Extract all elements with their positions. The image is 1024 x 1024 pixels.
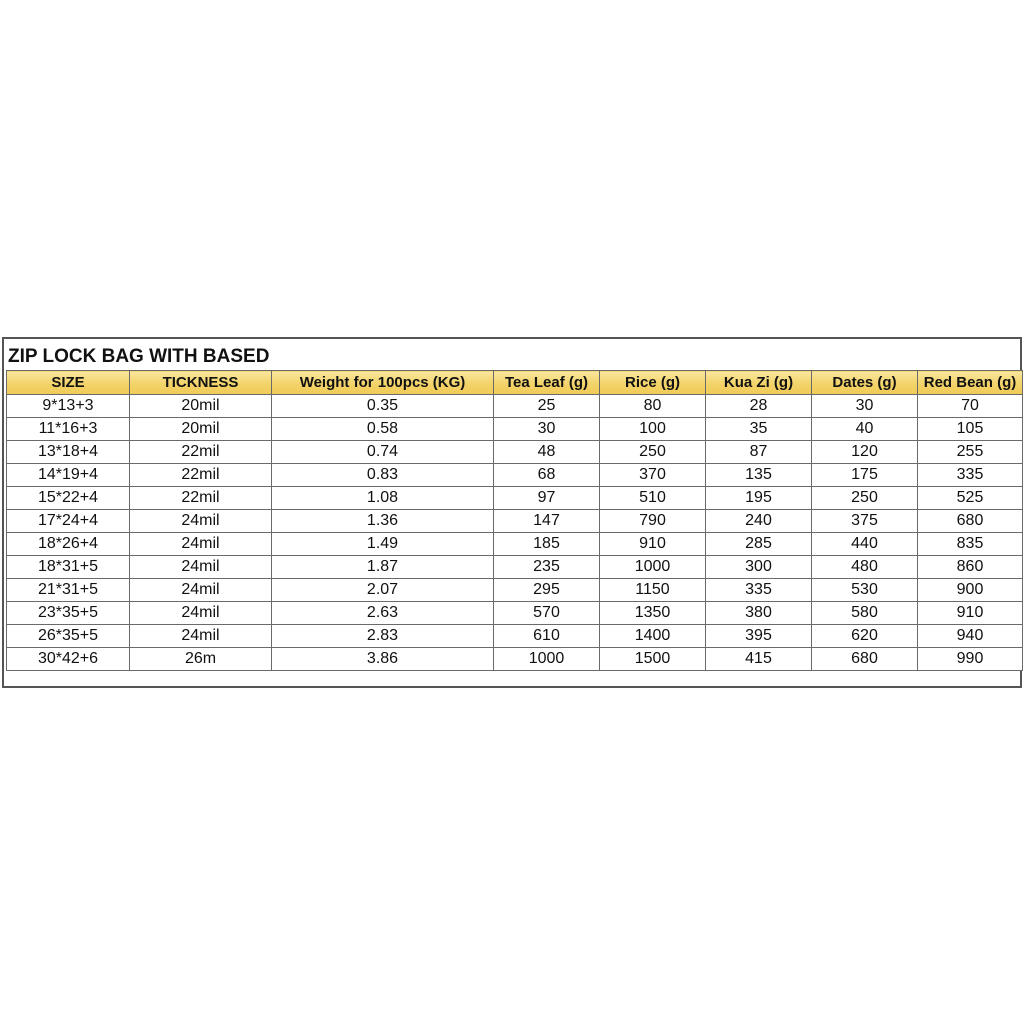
column-header-rice: Rice (g): [600, 371, 706, 395]
cell-size: 11*16+3: [7, 418, 130, 441]
cell-rice: 510: [600, 487, 706, 510]
cell-kua-zi: 380: [706, 602, 812, 625]
table-row: [7, 441, 1023, 464]
cell-thickness: 20mil: [130, 418, 272, 441]
table-row: [7, 510, 1023, 533]
cell-dates: 530: [812, 579, 918, 602]
cell-rice: 1500: [600, 648, 706, 671]
cell-dates: 440: [812, 533, 918, 556]
cell-kua-zi: 415: [706, 648, 812, 671]
cell-weight: 1.87: [272, 556, 494, 579]
cell-kua-zi: 395: [706, 625, 812, 648]
cell-weight: 1.49: [272, 533, 494, 556]
cell-size: 23*35+5: [7, 602, 130, 625]
column-header-weight: Weight for 100pcs (KG): [272, 371, 494, 395]
table-row: [7, 625, 1023, 648]
column-header-thickness: TICKNESS: [130, 371, 272, 395]
cell-kua-zi: 240: [706, 510, 812, 533]
cell-tea-leaf: 185: [494, 533, 600, 556]
cell-weight: 2.07: [272, 579, 494, 602]
cell-thickness: 26m: [130, 648, 272, 671]
cell-rice: 370: [600, 464, 706, 487]
cell-rice: 910: [600, 533, 706, 556]
cell-thickness: 24mil: [130, 510, 272, 533]
cell-red-bean: 335: [918, 464, 1023, 487]
cell-thickness: 22mil: [130, 441, 272, 464]
cell-kua-zi: 195: [706, 487, 812, 510]
header-row: [7, 371, 1023, 395]
cell-kua-zi: 35: [706, 418, 812, 441]
column-header-tea-leaf: Tea Leaf (g): [494, 371, 600, 395]
cell-tea-leaf: 235: [494, 556, 600, 579]
cell-size: 15*22+4: [7, 487, 130, 510]
cell-dates: 40: [812, 418, 918, 441]
cell-tea-leaf: 570: [494, 602, 600, 625]
cell-dates: 30: [812, 395, 918, 418]
cell-size: 9*13+3: [7, 395, 130, 418]
cell-thickness: 20mil: [130, 395, 272, 418]
table-title: ZIP LOCK BAG WITH BASED: [8, 346, 270, 367]
cell-kua-zi: 87: [706, 441, 812, 464]
cell-weight: 1.36: [272, 510, 494, 533]
cell-tea-leaf: 25: [494, 395, 600, 418]
cell-size: 21*31+5: [7, 579, 130, 602]
cell-thickness: 22mil: [130, 464, 272, 487]
cell-red-bean: 910: [918, 602, 1023, 625]
column-header-red-bean: Red Bean (g): [918, 371, 1023, 395]
cell-dates: 680: [812, 648, 918, 671]
cell-dates: 175: [812, 464, 918, 487]
cell-rice: 80: [600, 395, 706, 418]
cell-dates: 250: [812, 487, 918, 510]
cell-red-bean: 835: [918, 533, 1023, 556]
cell-weight: 0.58: [272, 418, 494, 441]
cell-weight: 2.83: [272, 625, 494, 648]
cell-red-bean: 900: [918, 579, 1023, 602]
size-capacity-table: [6, 370, 1023, 671]
table-row: [7, 418, 1023, 441]
cell-thickness: 24mil: [130, 579, 272, 602]
cell-weight: 2.63: [272, 602, 494, 625]
column-header-size: SIZE: [7, 371, 130, 395]
cell-red-bean: 255: [918, 441, 1023, 464]
cell-kua-zi: 300: [706, 556, 812, 579]
cell-tea-leaf: 295: [494, 579, 600, 602]
cell-size: 18*31+5: [7, 556, 130, 579]
cell-size: 17*24+4: [7, 510, 130, 533]
cell-tea-leaf: 48: [494, 441, 600, 464]
cell-rice: 250: [600, 441, 706, 464]
cell-kua-zi: 335: [706, 579, 812, 602]
cell-weight: 0.35: [272, 395, 494, 418]
cell-rice: 790: [600, 510, 706, 533]
table-row: [7, 464, 1023, 487]
cell-kua-zi: 135: [706, 464, 812, 487]
cell-thickness: 24mil: [130, 625, 272, 648]
cell-tea-leaf: 30: [494, 418, 600, 441]
cell-dates: 480: [812, 556, 918, 579]
cell-weight: 0.83: [272, 464, 494, 487]
column-header-dates: Dates (g): [812, 371, 918, 395]
cell-rice: 1350: [600, 602, 706, 625]
cell-kua-zi: 28: [706, 395, 812, 418]
cell-red-bean: 990: [918, 648, 1023, 671]
column-header-kua-zi: Kua Zi (g): [706, 371, 812, 395]
cell-thickness: 24mil: [130, 602, 272, 625]
cell-red-bean: 680: [918, 510, 1023, 533]
cell-red-bean: 525: [918, 487, 1023, 510]
cell-thickness: 24mil: [130, 556, 272, 579]
table-row: [7, 648, 1023, 671]
cell-tea-leaf: 1000: [494, 648, 600, 671]
table-body: [7, 395, 1023, 671]
cell-tea-leaf: 610: [494, 625, 600, 648]
cell-dates: 620: [812, 625, 918, 648]
cell-tea-leaf: 147: [494, 510, 600, 533]
cell-kua-zi: 285: [706, 533, 812, 556]
cell-red-bean: 70: [918, 395, 1023, 418]
cell-size: 26*35+5: [7, 625, 130, 648]
cell-dates: 120: [812, 441, 918, 464]
cell-tea-leaf: 97: [494, 487, 600, 510]
table-row: [7, 487, 1023, 510]
cell-red-bean: 860: [918, 556, 1023, 579]
cell-rice: 1000: [600, 556, 706, 579]
cell-weight: 3.86: [272, 648, 494, 671]
cell-tea-leaf: 68: [494, 464, 600, 487]
cell-size: 13*18+4: [7, 441, 130, 464]
cell-thickness: 22mil: [130, 487, 272, 510]
cell-weight: 1.08: [272, 487, 494, 510]
cell-weight: 0.74: [272, 441, 494, 464]
cell-size: 14*19+4: [7, 464, 130, 487]
table-row: [7, 556, 1023, 579]
table-row: [7, 602, 1023, 625]
table-row: [7, 533, 1023, 556]
cell-dates: 375: [812, 510, 918, 533]
table-row: [7, 395, 1023, 418]
cell-rice: 1400: [600, 625, 706, 648]
cell-size: 18*26+4: [7, 533, 130, 556]
cell-dates: 580: [812, 602, 918, 625]
cell-red-bean: 940: [918, 625, 1023, 648]
table-row: [7, 579, 1023, 602]
cell-thickness: 24mil: [130, 533, 272, 556]
cell-size: 30*42+6: [7, 648, 130, 671]
spreadsheet-table-image: [2, 337, 1022, 688]
cell-rice: 1150: [600, 579, 706, 602]
cell-rice: 100: [600, 418, 706, 441]
cell-red-bean: 105: [918, 418, 1023, 441]
